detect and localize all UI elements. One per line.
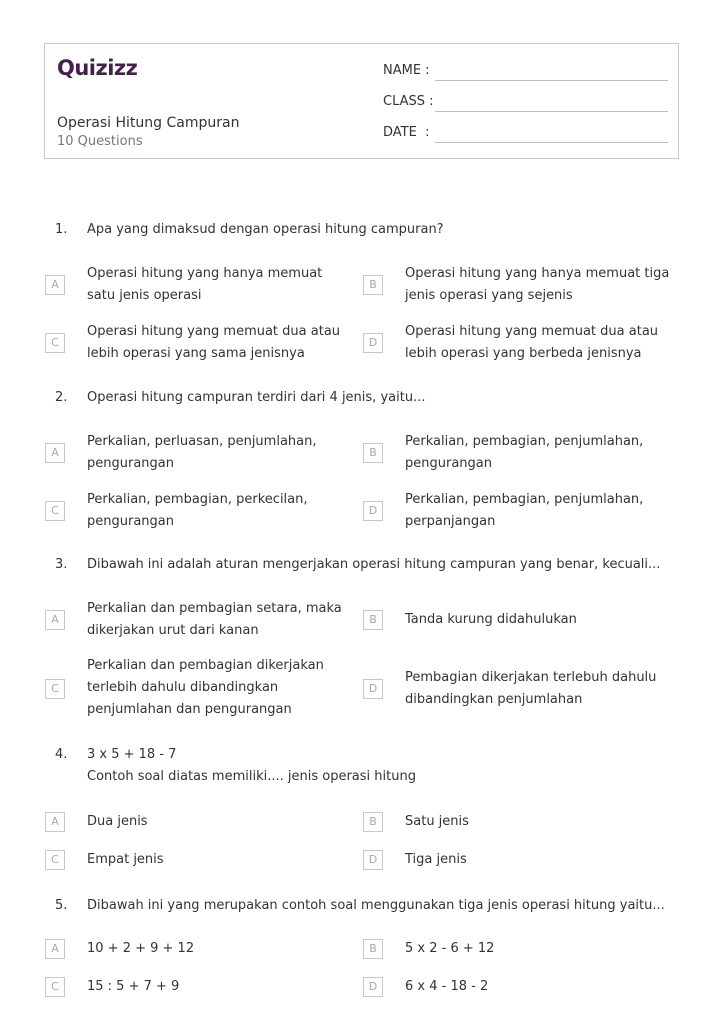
option-d-text: Operasi hitung yang memuat dua atau lebih operasi yang berbeda jenisnya (405, 324, 659, 361)
option-box-c[interactable]: C (45, 679, 65, 699)
option-box-b[interactable]: B (363, 610, 383, 630)
option-box-d[interactable]: D (363, 501, 383, 521)
option-box-b[interactable]: B (363, 939, 383, 959)
class-line (435, 111, 668, 112)
option-a-text: 10 + 2 + 9 + 12 (87, 941, 195, 956)
option-b-text: Perkalian, pembagian, penjumlahan, pengurangan (405, 434, 644, 471)
option-a-text: Operasi hitung yang hanya memuat satu jenis operasi (87, 266, 323, 303)
option-c-text: 15 : 5 + 7 + 9 (87, 979, 180, 994)
date-label: DATE : (383, 125, 430, 140)
option-a-text: Dua jenis (87, 814, 148, 829)
option-box-b[interactable]: B (363, 275, 383, 295)
question-text: Dibawah ini yang merupakan contoh soal menggunakan tiga jenis operasi hitung yaitu... (87, 898, 665, 913)
option-d-text: Tiga jenis (405, 852, 467, 867)
option-b-text: Operasi hitung yang hanya memuat tiga jenis operasi yang sejenis (405, 266, 670, 303)
worksheet-title: Operasi Hitung Campuran (57, 115, 240, 131)
class-label: CLASS : (383, 94, 434, 109)
question-number: 5. (55, 898, 68, 913)
option-box-d[interactable]: D (363, 850, 383, 870)
option-d-text: 6 x 4 - 18 - 2 (405, 979, 489, 994)
question-text: Dibawah ini adalah aturan mengerjakan operasi hitung campuran yang benar, kecuali... (87, 557, 661, 572)
name-label: NAME : (383, 63, 430, 78)
option-box-d[interactable]: D (363, 977, 383, 997)
option-d-text: Perkalian, pembagian, penjumlahan, perpanjangan (405, 492, 644, 529)
option-a-text: Perkalian, perluasan, penjumlahan, pengurangan (87, 434, 317, 471)
option-box-a[interactable]: A (45, 812, 65, 832)
question-number: 4. (55, 747, 68, 762)
option-box-d[interactable]: D (363, 679, 383, 699)
option-b-text: Satu jenis (405, 814, 469, 829)
option-c-text: Perkalian, pembagian, perkecilan, pengurangan (87, 492, 308, 529)
option-box-d[interactable]: D (363, 333, 383, 353)
worksheet-header (44, 43, 679, 159)
option-b-text: Tanda kurung didahulukan (405, 612, 577, 627)
option-box-b[interactable]: B (363, 443, 383, 463)
date-line (435, 142, 668, 143)
option-box-b[interactable]: B (363, 812, 383, 832)
option-d-text: Pembagian dikerjakan terlebuh dahulu dibandingkan penjumlahan (405, 670, 657, 707)
quizizz-logo: Quizizz (57, 56, 138, 80)
option-c-text: Operasi hitung yang memuat dua atau lebih operasi yang sama jenisnya (87, 324, 341, 361)
option-box-a[interactable]: A (45, 610, 65, 630)
option-a-text: Perkalian dan pembagian setara, maka dikerjakan urut dari kanan (87, 601, 342, 638)
question-number: 3. (55, 557, 68, 572)
option-c-text: Perkalian dan pembagian dikerjakan terlebih dahulu dibandingkan penjumlahan dan pengurangan (87, 658, 324, 717)
question-number: 2. (55, 390, 68, 405)
option-box-c[interactable]: C (45, 977, 65, 997)
option-box-c[interactable]: C (45, 850, 65, 870)
option-box-c[interactable]: C (45, 333, 65, 353)
option-box-c[interactable]: C (45, 501, 65, 521)
question-count: 10 Questions (57, 134, 143, 149)
option-box-a[interactable]: A (45, 443, 65, 463)
question-text: 3 x 5 + 18 - 7 Contoh soal diatas memiliki.... jenis operasi hitung (87, 747, 416, 784)
question-number: 1. (55, 222, 68, 237)
option-box-a[interactable]: A (45, 939, 65, 959)
question-text: Operasi hitung campuran terdiri dari 4 jenis, yaitu... (87, 390, 426, 405)
question-text: Apa yang dimaksud dengan operasi hitung campuran? (87, 222, 444, 237)
option-b-text: 5 x 2 - 6 + 12 (405, 941, 495, 956)
name-line (435, 80, 668, 81)
option-box-a[interactable]: A (45, 275, 65, 295)
option-c-text: Empat jenis (87, 852, 164, 867)
